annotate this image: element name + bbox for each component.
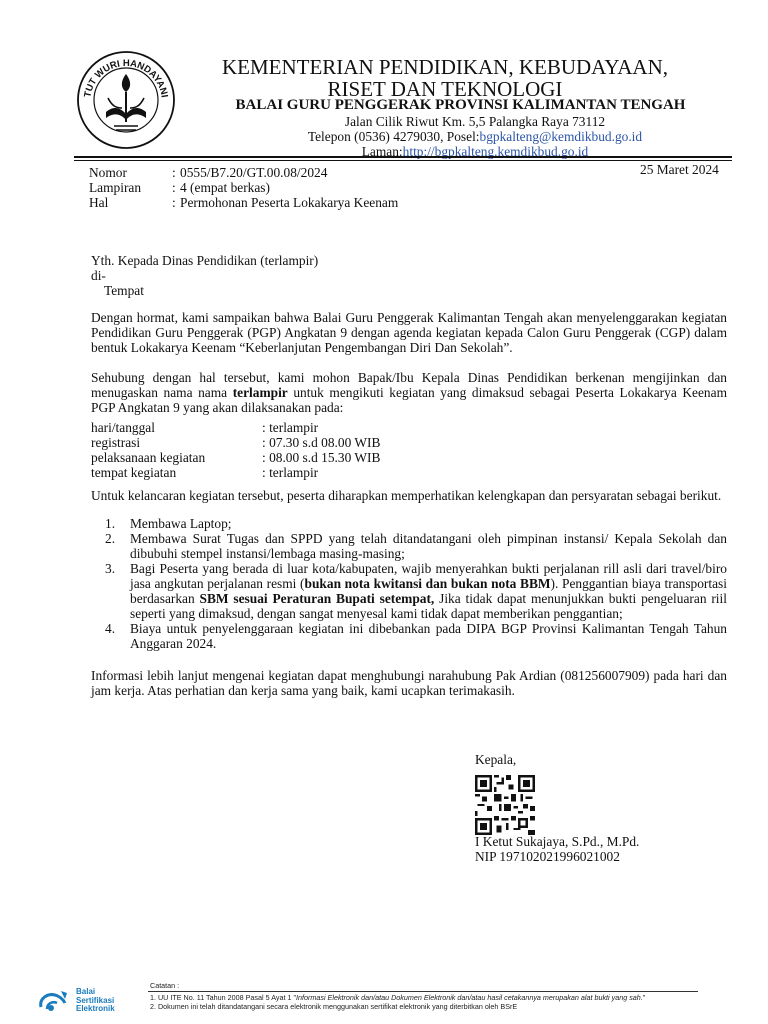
meta-colon: :: [172, 195, 176, 210]
list-text-a: Bagi Peserta yang berada di luar kota/kabupaten, wajib menyerahkan bukti perjalanan rill asli dari travel/biro jasa angkutan perjalanan resmi (: [130, 561, 727, 591]
schedule-value: : terlampir: [262, 420, 319, 435]
ministry-line-2: RISET DAN TEKNOLOGI: [327, 77, 563, 101]
list-item: [91, 621, 727, 651]
bsre-logo-text: [76, 988, 115, 1014]
tut-wuri-handayani-logo: [76, 50, 176, 150]
request-text-a: Sehubung dengan hal tersebut, kami mohon Bapak/Ibu Kepala Dinas Pendidikan berkenan mengijinkan dan menugaskan nama nama: [91, 370, 727, 400]
schedule-table: [91, 420, 380, 480]
request-bold: terlampir: [232, 385, 288, 400]
meta-row-lampiran: [89, 180, 398, 195]
paragraph-requirements: Untuk kelancaran kegiatan tersebut, peserta diharapkan memperhatikan kelengkapan dan persyaratan sebagai berikut.: [91, 488, 722, 503]
bsre-line: Elektronik: [76, 1004, 115, 1013]
meta-label: Hal: [89, 195, 109, 210]
list-number: 2.: [105, 531, 116, 546]
letter-meta: [89, 165, 398, 210]
note1-text-a: 1. UU ITE No. 11 Tahun 2008 Pasal 5 Ayat 1 ": [150, 993, 296, 1002]
list-text: Membawa Laptop;: [130, 516, 232, 531]
schedule-row: [91, 435, 380, 450]
footer-note-2: 2. Dokumen ini telah ditandatangani secara elektronik menggunakan sertifikat elektronik yang diterbitkan oleh BSrE: [150, 1002, 518, 1011]
office-address: [250, 114, 700, 159]
list-item: [91, 531, 727, 561]
footer-catatan: Catatan :: [150, 981, 180, 990]
list-text: Membawa Surat Tugas dan SPPD yang telah ditandatangani oleh pimpinan instansi/ Kepala Sekolah dan dibubuhi stempel instansi/lembaga masing-masing;: [130, 531, 727, 561]
paragraph-closing: Informasi lebih lanjut mengenai kegiatan dapat menghubungi narahubung Pak Ardian (081256007909) pada hari dan jam kerja. Atas perhatian dan kerja sama yang baik, kami ucapkan terimakasih.: [91, 668, 727, 698]
schedule-row: [91, 465, 380, 480]
qr-code-icon: [475, 775, 535, 835]
requirements-list: [91, 516, 727, 651]
meta-row-hal: [89, 195, 398, 210]
signer-nip: NIP 197102021996021002: [475, 849, 620, 864]
recipient-place: Tempat: [104, 283, 144, 298]
contact-line: [250, 129, 700, 144]
meta-value: Permohonan Peserta Lokakarya Keenam: [180, 195, 399, 210]
bsre-logo-icon: [37, 987, 71, 1013]
paragraph-request: [91, 370, 727, 415]
list-text: Biaya untuk penyelenggaraan kegiatan ini dibebankan pada DIPA BGP Provinsi Kalimantan Tengah Tahun Anggaran 2024.: [130, 621, 727, 651]
street-address: Jalan Cilik Riwut Km. 5,5 Palangka Raya 73112: [344, 114, 606, 129]
list-number: 4.: [105, 621, 116, 636]
meta-colon: :: [172, 165, 176, 180]
ministry-name: [200, 56, 690, 100]
list-item: [91, 516, 727, 531]
website-label: Laman:: [361, 144, 403, 159]
header-divider-thick: [74, 156, 732, 158]
email-link[interactable]: bgpkalteng@kemdikbud.go.id: [479, 129, 643, 144]
schedule-label: registrasi: [91, 435, 141, 450]
signer-name: I Ketut Sukajaya, S.Pd., M.Pd.: [475, 834, 640, 849]
bsre-line: Balai: [76, 987, 96, 996]
recipient-di: di-: [91, 268, 106, 283]
website-link[interactable]: http://bgpkalteng.kemdikbud.go.id: [402, 144, 589, 159]
ministry-line-1: KEMENTERIAN PENDIDIKAN, KEBUDAYAAN,: [221, 55, 669, 79]
meta-label: Nomor: [89, 165, 127, 180]
signature-block: [475, 834, 639, 864]
list-item: [91, 561, 727, 621]
list-bold-b: SBM sesuai Peraturan Bupati setempat,: [199, 591, 435, 606]
header-divider-thin: [74, 160, 732, 161]
schedule-label: tempat kegiatan: [91, 465, 177, 480]
footer-divider: [148, 991, 698, 992]
list-number: 1.: [105, 516, 116, 531]
schedule-row: [91, 420, 380, 435]
recipient-line: Yth. Kepada Dinas Pendidikan (terlampir): [91, 253, 319, 268]
office-name: BALAI GURU PENGGERAK PROVINSI KALIMANTAN TENGAH: [235, 97, 686, 113]
note1-text-b: ": [642, 993, 646, 1002]
note1-italic: Informasi Elektronik dan/atau Dokumen Elektronik dan/atau hasil cetakannya merupakan alat bukti yang sah.: [296, 993, 643, 1002]
request-text-b: untuk mengikuti kegiatan yang dimaksud sebagai Peserta Lokakarya Keenam PGP Angkatan 9 yang akan dilaksanakan pada:: [91, 385, 727, 415]
meta-row-nomor: [89, 165, 398, 180]
phone-text: Telepon (0536) 4279030, Posel:: [307, 129, 480, 144]
schedule-value: : 07.30 s.d 08.00 WIB: [262, 435, 381, 450]
list-text-b: ). Penggantian biaya transportasi berdasarkan: [130, 576, 727, 606]
signature-title: Kepala,: [475, 752, 517, 767]
meta-colon: :: [172, 180, 176, 195]
svg-text:TUT WURI HANDAYANI: TUT WURI HANDAYANI: [82, 57, 170, 99]
meta-label: Lampiran: [89, 180, 142, 195]
schedule-value: : terlampir: [262, 465, 319, 480]
schedule-label: pelaksanaan kegiatan: [91, 450, 206, 465]
paragraph-intro: Dengan hormat, kami sampaikan bahwa Balai Guru Penggerak Kalimantan Tengah akan menyelenggarakan kegiatan Pendidikan Guru Penggerak (PGP) Angkatan 9 dengan agenda kegiatan kepada Calon Guru Penggerak (CGP) dalam bentuk Lokakarya Keenam “Keberlanjutan Pengembangan Diri Dan Sekolah”.: [91, 310, 727, 355]
meta-value: 4 (empat berkas): [180, 180, 270, 195]
bsre-line: Sertifikasi: [76, 995, 115, 1005]
recipient-block: [91, 253, 318, 298]
schedule-row: [91, 450, 380, 465]
schedule-value: : 08.00 s.d 15.30 WIB: [262, 450, 381, 465]
list-number: 3.: [105, 561, 116, 576]
meta-value: 0555/B7.20/GT.00.08/2024: [180, 165, 328, 180]
footer-note-1: [150, 993, 740, 1002]
letter-date: 25 Maret 2024: [640, 162, 719, 177]
list-bold-a: bukan nota kwitansi dan bukan nota BBM: [304, 576, 551, 591]
list-text-c: Jika tidak dapat menunjukkan bukti pengeluaran riil seperti yang dimaksud, dengan sangat menyesal kami tidak dapat memberikan penggantian;: [130, 591, 727, 621]
schedule-label: hari/tanggal: [91, 420, 155, 435]
footer-notes: [150, 993, 740, 1011]
